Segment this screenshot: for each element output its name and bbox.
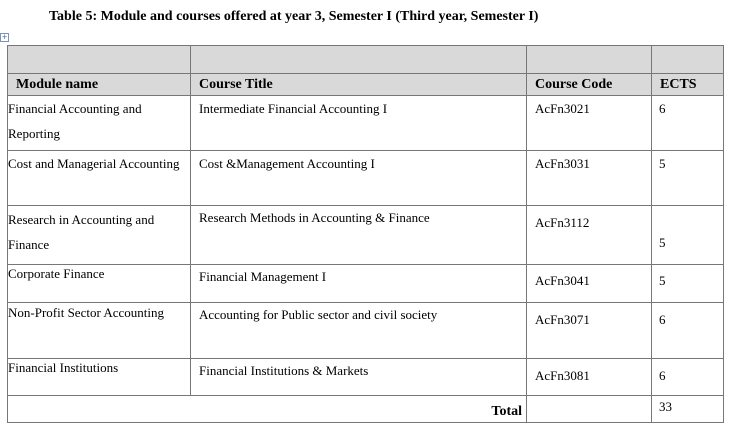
course-title-cell: Intermediate Financial Accounting I: [191, 96, 527, 151]
table-header-row: [8, 74, 724, 96]
table-row: [8, 151, 724, 206]
ects-text: 6: [659, 368, 666, 383]
course-title-cell: Cost &Management Accounting I: [191, 151, 527, 206]
course-title-cell: [191, 265, 527, 303]
column-header-ects: ECTS: [652, 74, 724, 96]
ects-cell: [652, 206, 724, 265]
course-code-cell: [527, 303, 652, 359]
module-name-text: Non-Profit Sector Accounting: [8, 305, 164, 320]
total-label: Total: [8, 396, 527, 423]
ects-cell: [652, 359, 724, 396]
table-row: [8, 96, 724, 151]
module-name-cell: [8, 265, 191, 303]
ects-cell: [652, 303, 724, 359]
table-row: [8, 303, 724, 359]
table-cell: [527, 396, 652, 423]
course-title-text: Financial Management I: [199, 269, 327, 284]
course-code-cell: AcFn3021: [527, 96, 652, 151]
total-value: 33: [652, 396, 724, 423]
course-code-text: AcFn3071: [535, 312, 590, 327]
ects-cell: [652, 265, 724, 303]
column-header-module-name: Module name: [8, 74, 191, 96]
table-cell: [652, 46, 724, 74]
column-header-course-title: Course Title: [191, 74, 527, 96]
table-caption: Table 5: Module and courses offered at year 3, Semester I (Third year, Semester I): [49, 9, 539, 24]
modules-table: [7, 45, 724, 423]
table-blank-header-row: [8, 46, 724, 74]
course-code-text: AcFn3081: [535, 368, 590, 383]
course-code-text: AcFn3041: [535, 273, 590, 288]
ects-text: 5: [659, 273, 666, 288]
table-move-handle-icon[interactable]: +: [1, 33, 8, 41]
module-name-cell: [8, 359, 191, 396]
course-code-cell: [527, 206, 652, 265]
course-code-cell: [527, 359, 652, 396]
table-row: [8, 206, 724, 265]
module-name-cell: Cost and Managerial Accounting: [8, 151, 191, 206]
ects-text: 6: [659, 312, 666, 327]
course-title-text: Accounting for Public sector and civil society: [199, 307, 438, 322]
total-row: [8, 396, 724, 423]
ects-text: 5: [659, 235, 666, 250]
ects-cell: 6: [652, 96, 724, 151]
course-code-cell: [527, 265, 652, 303]
course-title-text: Financial Institutions & Markets: [199, 363, 369, 378]
column-header-course-code: Course Code: [527, 74, 652, 96]
course-title-cell: [191, 303, 527, 359]
module-name-cell: [8, 206, 191, 265]
course-code-text: AcFn3112: [535, 215, 590, 230]
module-name-cell: [8, 303, 191, 359]
table-cell: [8, 46, 191, 74]
course-title-cell: [191, 206, 527, 265]
course-title-text: Research Methods in Accounting & Finance: [199, 210, 430, 225]
module-name-text: Financial Institutions: [8, 360, 119, 375]
table-row: [8, 359, 724, 396]
table-row: [8, 265, 724, 303]
table-cell: [527, 46, 652, 74]
ects-cell: 5: [652, 151, 724, 206]
course-code-cell: AcFn3031: [527, 151, 652, 206]
module-name-cell: Financial Accounting and Reporting: [8, 96, 191, 151]
table-cell: [191, 46, 527, 74]
module-name-text: Research in Accounting and Finance: [8, 212, 155, 252]
module-name-text: Corporate Finance: [8, 266, 105, 281]
course-title-cell: [191, 359, 527, 396]
